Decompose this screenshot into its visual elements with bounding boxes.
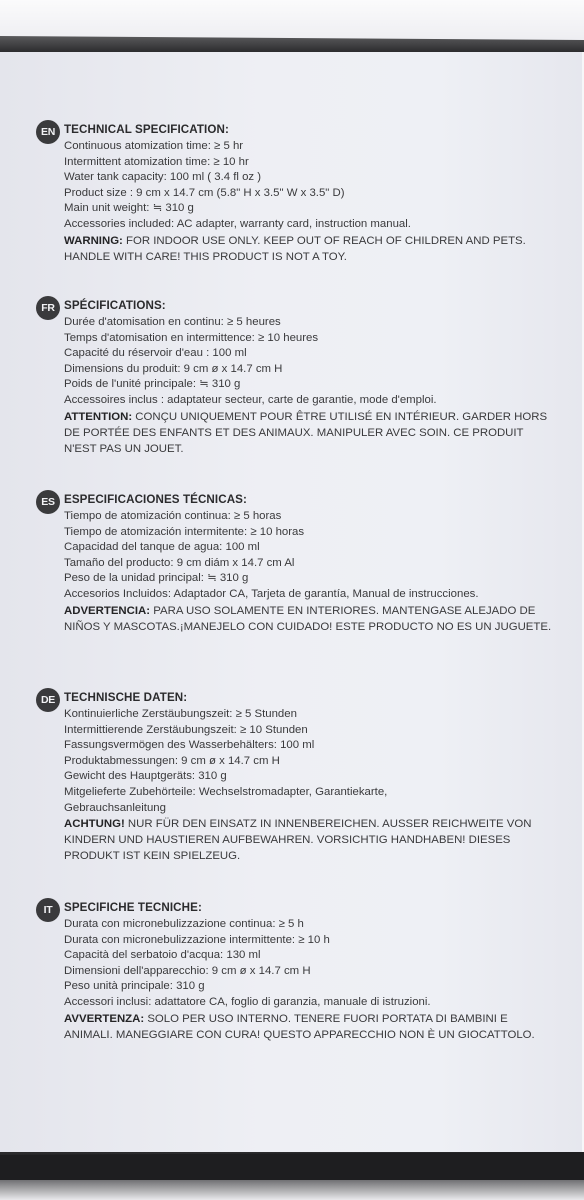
spec-line: Intermittent atomization time: ≥ 10 hr bbox=[64, 155, 249, 168]
spec-line: Dimensioni dell'apparecchio: 9 cm ø x 14.7 cm H bbox=[64, 964, 311, 977]
spec-line: Gebrauchsanleitung bbox=[64, 801, 166, 814]
warning-label: ADVERTENCIA: bbox=[64, 604, 151, 617]
language-badge-fr: FR bbox=[36, 296, 60, 320]
spec-line: Produktabmessungen: 9 cm ø x 14.7 cm H bbox=[64, 754, 280, 767]
warning-body: NUR FÜR DEN EINSATZ IN INNENBEREICHEN. AUSSER REICHWEITE VON KINDERN UND HAUSTIEREN AUFBEWAHREN. VORSICHTIG HANDHABEN! DIESES PRODUKT IST KEIN SPIELZEUG. bbox=[64, 818, 532, 863]
warning-label: WARNING: bbox=[64, 234, 123, 247]
spec-line: Product size : 9 cm x 14.7 cm (5.8" H x 3.5" W x 3.5" D) bbox=[64, 186, 345, 199]
spec-line: Fassungsvermögen des Wasserbehälters: 100 ml bbox=[64, 739, 315, 752]
section-title: SPECIFICHE TECNICHE: bbox=[64, 901, 202, 914]
spec-line: Durée d'atomisation en continu: ≥ 5 heures bbox=[64, 316, 281, 328]
spec-line: Accesorios Incluidos: Adaptador CA, Tarjeta de garantía, Manual de instrucciones. bbox=[64, 587, 479, 600]
spec-line: Intermittierende Zerstäubungszeit: ≥ 10 Stunden bbox=[64, 723, 308, 736]
language-badge-de: DE bbox=[36, 688, 60, 712]
language-badge-es: ES bbox=[36, 490, 60, 514]
spec-section-de bbox=[36, 688, 556, 864]
warning-text bbox=[64, 409, 554, 457]
warning-body: PARA USO SOLAMENTE EN INTERIORES. MANTENGASE ALEJADO DE NIÑOS Y MASCOTAS.¡MANEJELO CON CUIDADO! ESTE PRODUCTO NO ES UN JUGUETE. bbox=[64, 604, 552, 633]
spec-section-es bbox=[36, 490, 556, 635]
box-side-panel bbox=[0, 52, 582, 1152]
spec-line: Mitgelieferte Zubehörteile: Wechselstromadapter, Garantiekarte, bbox=[64, 785, 388, 798]
spec-line: Tiempo de atomización continua: ≥ 5 horas bbox=[64, 510, 282, 522]
warning-text bbox=[64, 603, 554, 635]
spec-line: Capacité du réservoir d'eau : 100 ml bbox=[64, 347, 247, 360]
warning-label: AVVERTENZA: bbox=[64, 1012, 145, 1025]
spec-line: Peso de la unidad principal: ≒ 310 g bbox=[64, 572, 249, 585]
spec-line: Durata con micronebulizzazione intermittente: ≥ 10 h bbox=[64, 933, 330, 946]
section-title: TECHNISCHE DATEN: bbox=[64, 691, 188, 704]
spec-line: Dimensions du produit: 9 cm ø x 14.7 cm H bbox=[64, 362, 283, 375]
box-bottom-edge bbox=[0, 1152, 584, 1200]
warning-text bbox=[64, 1011, 554, 1043]
section-title: SPÉCIFICATIONS: bbox=[64, 299, 166, 312]
box-top-edge bbox=[0, 0, 584, 52]
warning-body: SOLO PER USO INTERNO. TENERE FUORI PORTATA DI BAMBINI E ANIMALI. MANEGGIARE CON CURA! QUESTO APPARECCHIO NON È UN GIOCATTOLO. bbox=[64, 1012, 535, 1041]
warning-label: ACHTUNG! bbox=[64, 818, 125, 831]
warning-text bbox=[64, 816, 554, 864]
spec-section-it bbox=[36, 898, 556, 1043]
warning-body: FOR INDOOR USE ONLY. KEEP OUT OF REACH OF CHILDREN AND PETS. HANDLE WITH CARE! THIS PRODUCT IS NOT A TOY. bbox=[64, 234, 526, 263]
spec-line: Poids de l'unité principale: ≒ 310 g bbox=[64, 378, 241, 391]
spec-line: Kontinuierliche Zerstäubungszeit: ≥ 5 Stunden bbox=[64, 708, 297, 720]
spec-line: Water tank capacity: 100 ml ( 3.4 fl oz ) bbox=[64, 171, 262, 184]
spec-line: Temps d'atomisation en intermittence: ≥ 10 heures bbox=[64, 331, 319, 344]
spec-line: Gewicht des Hauptgeräts: 310 g bbox=[64, 770, 227, 783]
language-badge-it: IT bbox=[36, 898, 60, 922]
spec-line: Accessoires inclus : adaptateur secteur, carte de garantie, mode d'emploi. bbox=[64, 393, 437, 406]
spec-line: Capacità del serbatoio d'acqua: 130 ml bbox=[64, 949, 261, 962]
spec-line: Accessories included: AC adapter, warranty card, instruction manual. bbox=[64, 217, 411, 230]
warning-text bbox=[64, 233, 554, 265]
spec-section-en bbox=[36, 120, 556, 265]
spec-line: Peso unità principale: 310 g bbox=[64, 980, 205, 993]
spec-line: Continuous atomization time: ≥ 5 hr bbox=[64, 140, 244, 152]
spec-line: Durata con micronebulizzazione continua: ≥ 5 h bbox=[64, 918, 304, 930]
spec-line: Tiempo de atomización intermitente: ≥ 10 horas bbox=[64, 525, 305, 538]
spec-section-fr bbox=[36, 296, 556, 457]
warning-body: CONÇU UNIQUEMENT POUR ÊTRE UTILISÉ EN INTÉRIEUR. GARDER HORS DE PORTÉE DES ENFANTS ET DES ANIMAUX. MANIPULER AVEC SOIN. CE PRODUIT N'EST PAS UN JOUET. bbox=[64, 410, 548, 455]
warning-label: ATTENTION: bbox=[64, 410, 133, 423]
spec-line: Accessori inclusi: adattatore CA, foglio di garanzia, manuale di istruzioni. bbox=[64, 995, 431, 1008]
section-title: ESPECIFICACIONES TÉCNICAS: bbox=[64, 493, 247, 506]
spec-line: Capacidad del tanque de agua: 100 ml bbox=[64, 541, 260, 554]
spec-line: Tamaño del producto: 9 cm diám x 14.7 cm Al bbox=[64, 556, 295, 569]
section-title: TECHNICAL SPECIFICATION: bbox=[64, 123, 229, 136]
spec-line: Main unit weight: ≒ 310 g bbox=[64, 202, 194, 215]
language-badge-en: EN bbox=[36, 120, 60, 144]
